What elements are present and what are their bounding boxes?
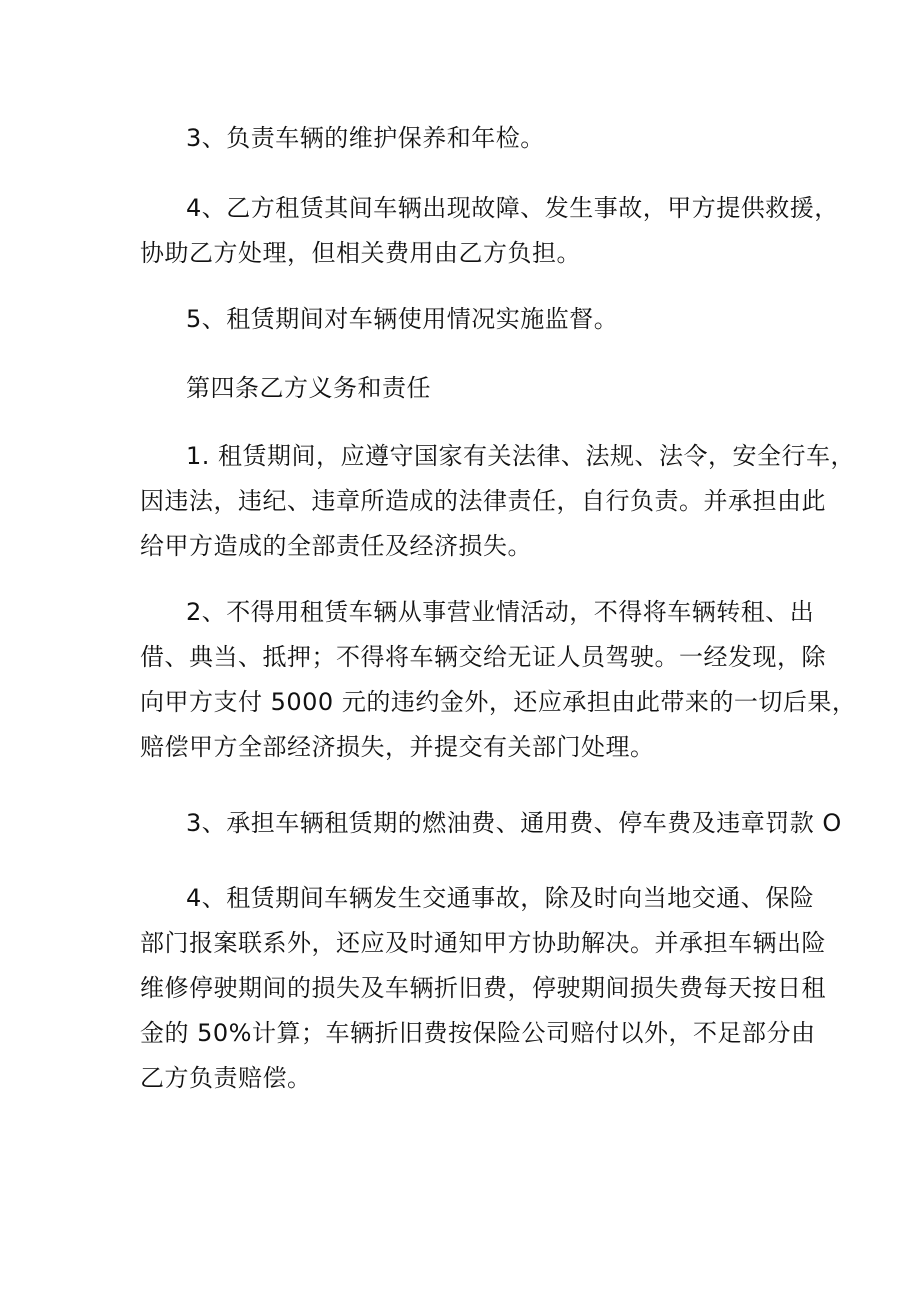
paragraph-line: 给甲方造成的全部责任及经济损失。 [140,532,532,560]
paragraph-line: 乙方负责赔偿。 [140,1064,312,1092]
paragraph-line: 金的 50%计算；车辆折旧费按保险公司赔付以外，不足部分由 [140,1019,816,1047]
paragraph-item-2-prohibited-use [140,590,857,770]
section-heading-article-4 [140,366,810,411]
paragraph-item-4-faults-accidents [140,186,839,276]
paragraph-line: 1. 租赁期间，应遵守国家有关法律、法规、法令，安全行车， [186,442,856,470]
paragraph-line: 借、典当、抵押；不得将车辆交给无证人员驾驶。一经发现，除 [140,643,826,671]
paragraph-line: 4、租赁期间车辆发生交通事故，除及时向当地交通、保险 [186,884,815,912]
paragraph-item-3-maintenance [140,116,810,161]
paragraph-item-5-supervision [140,297,810,342]
paragraph-item-3-fees [140,801,842,846]
paragraph-item-4-traffic-accidents [140,876,826,1101]
paragraph-line: 向甲方支付 5000 元的违约金外，还应承担由此带来的一切后果， [140,688,857,716]
paragraph-item-1-legal-compliance [140,434,856,569]
paragraph-line: 赔偿甲方全部经济损失，并提交有关部门处理。 [140,733,655,761]
paragraph-line: 因违法，违纪、违章所造成的法律责任，自行负责。并承担由此 [140,487,826,515]
paragraph-line: 3、承担车辆租赁期的燃油费、通用费、停车费及违章罚款 O [186,809,842,837]
paragraph-line: 2、不得用租赁车辆从事营业情活动，不得将车辆转租、出 [186,598,815,626]
paragraph-line: 5、租赁期间对车辆使用情况实施监督。 [186,305,619,333]
paragraph-line: 协助乙方处理，但相关费用由乙方负担。 [140,239,581,267]
paragraph-line: 3、负责车辆的维护保养和年检。 [186,124,545,152]
paragraph-line: 维修停驶期间的损失及车辆折旧费，停驶期间损失费每天按日租 [140,974,826,1002]
paragraph-line: 4、乙方租赁其间车辆出现故障、发生事故，甲方提供救援， [186,194,839,222]
section-heading: 第四条乙方义务和责任 [186,374,431,402]
paragraph-line: 部门报案联系外，还应及时通知甲方协助解决。并承担车辆出险 [140,929,826,957]
